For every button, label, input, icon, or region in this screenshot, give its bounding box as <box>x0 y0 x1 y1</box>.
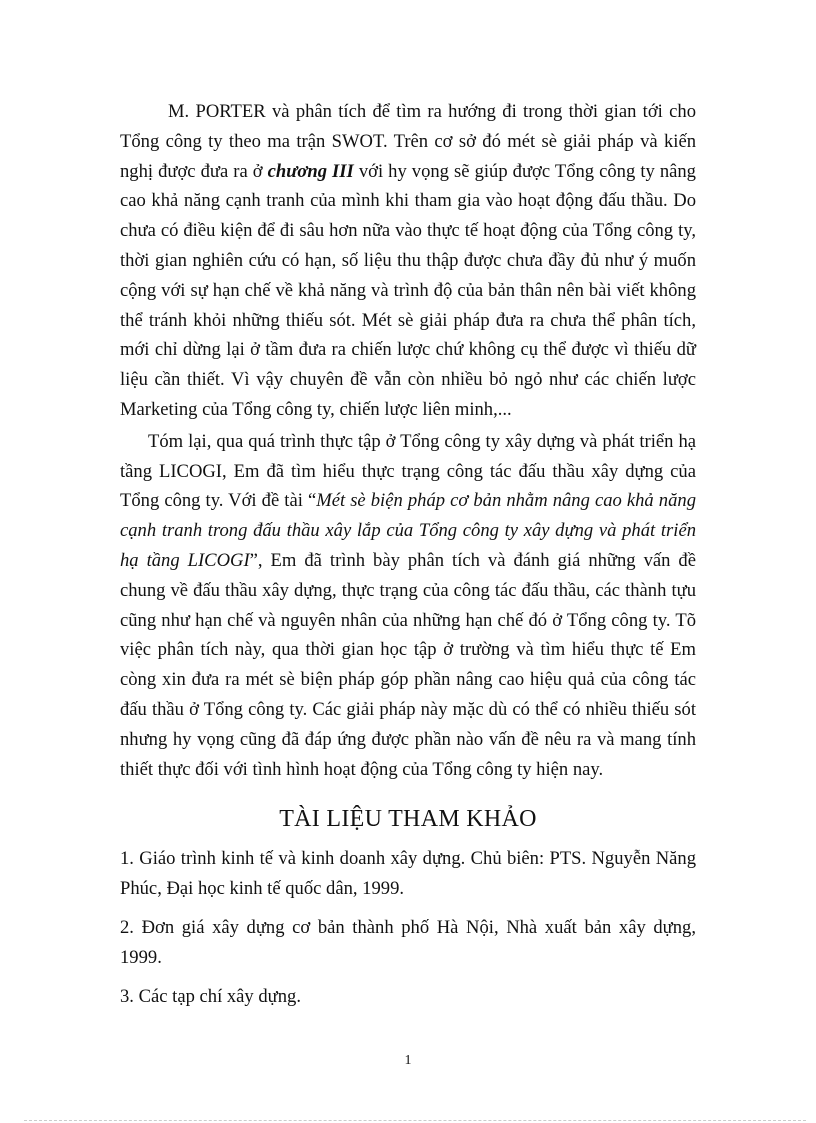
reference-item: 3. Các tạp chí xây dựng. <box>120 985 301 1007</box>
thesis-title: Mét sè biện pháp cơ bản nhằm nâng cao khả năng cạnh tranh trong đấu thầu xây lắp của Tổng công ty xây dựng và phát triển hạ tầng LICOGI <box>120 490 696 571</box>
references-heading: TÀI LIỆU THAM KHẢO <box>279 806 537 833</box>
page-bottom-divider <box>24 1120 806 1121</box>
reference-item: 2. Đơn giá xây dựng cơ bản thành phố Hà Nội, Nhà xuất bản xây dựng, 1999. <box>120 916 696 968</box>
paragraph-conclusion-part-2 <box>120 427 696 785</box>
reference-item: 1. Giáo trình kinh tế và kinh doanh xây dựng. Chủ biên: PTS. Nguyễn Năng Phúc, Đại học kinh tế quốc dân, 1999. <box>120 848 696 900</box>
paragraph-text: Tóm lại, qua quá trình thực tập ở Tổng công ty xây dựng và phát triển hạ tầng LICOGI, Em đã tìm hiểu thực trạng công tác đấu thầu xây dựng của Tổng công ty. Với đề tài “ <box>120 430 696 512</box>
chapter-reference: chương III <box>267 160 354 182</box>
paragraph-text: ”, Em đã trình bày phân tích và đánh giá những vấn đề chung về đấu thầu xây dựng, thực trạng của công tác đấu thầu, các thành tựu cũng như hạn chế và nguyên nhân của những hạn chế đó ở Tổng công ty. Tõ việc phân tích này, qua thời gian học tập ở trường và tìm hiểu thực tế Em còng xin đưa ra mét sè biện pháp góp phần nâng cao hiệu quả của công tác đấu thầu ở Tổng công ty. Các giải pháp này mặc dù có thể có nhiều thiếu sót nhưng hy vọng cũng đã đáp ứng được phần nào vấn đề nêu ra và mang tính thiết thực đối với tình hình hoạt động của Tổng công ty hiện nay. <box>120 549 696 780</box>
page-number: 1 <box>404 1053 412 1068</box>
document-page <box>120 97 696 1020</box>
paragraph-text: M. PORTER và phân tích để tìm ra hướng đi trong thời gian tới cho Tổng công ty theo ma trận SWOT. Trên cơ sở đó mét sè giải pháp và kiến nghị được đưa ra ở <box>120 101 696 182</box>
paragraph-text: với hy vọng sẽ giúp được Tổng công ty nâng cao khả năng cạnh tranh của mình khi tham gia vào hoạt động đấu thầu. Do chưa có điều kiện để đi sâu hơn nữa vào thực tế hoạt động của Tổng công ty, thời gian nghiên cứu có hạn, số liệu thu thập được chưa đầy đủ như ý muốn cộng với sự hạn chế về khả năng và trình độ của bản thân nên bài viết không thể tránh khỏi những thiếu sót. Mét sè giải pháp đưa ra chưa thể phân tích, mới chỉ dừng lại ở tầm đưa ra chiến lược chứ không cụ thể được vì thiếu dữ liệu cần thiết. Vì vậy chuyên đề vẫn còn nhiều bỏ ngỏ như các chiến lược Marketing của Tổng công ty, chiến lược liên minh,... <box>120 160 696 420</box>
paragraph-conclusion-part-1 <box>120 97 696 425</box>
